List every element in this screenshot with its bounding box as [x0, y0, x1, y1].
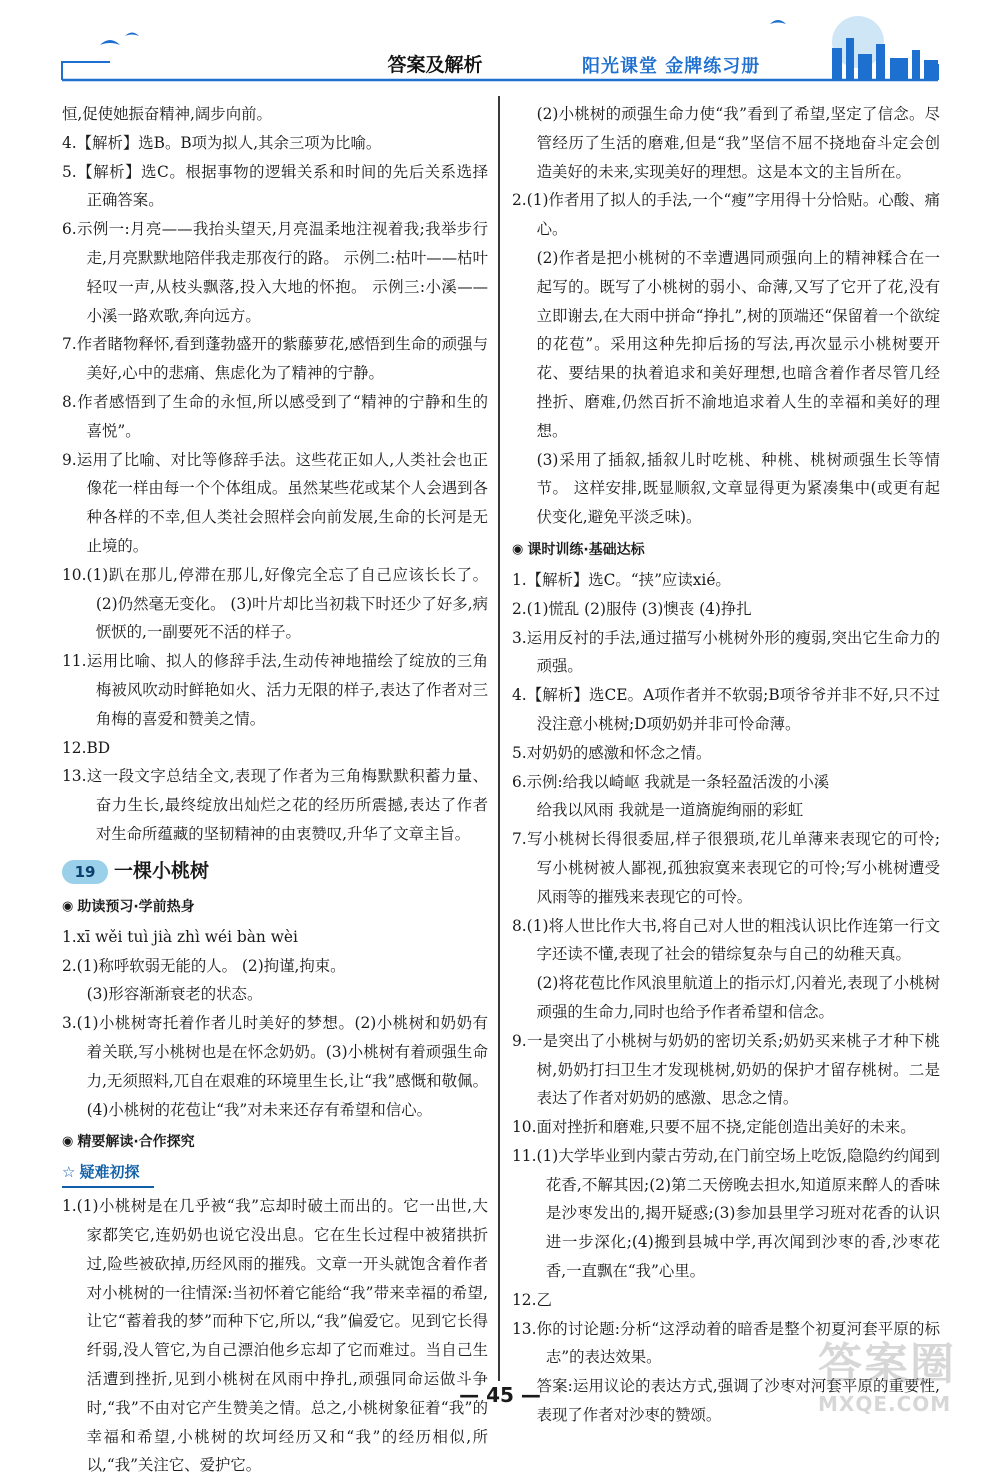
header-decoration [0, 0, 1000, 92]
answer-item: 10.(1)趴在那儿,停滞在那儿,好像完全忘了自己应该长长了。 (2)仍然毫无变化。 (3)叶片却比当初栽下时还少了好多,病恹恹的,一副要死不活的样子。 [62, 565, 488, 642]
book-icon: ◉ [62, 1134, 74, 1150]
header-title: 答案及解析 [387, 54, 483, 76]
answer-item: 7.作者睹物释怀,看到蓬勃盛开的紫藤萝花,感悟到生命的顽强与美好,心中的悲痛、焦虑化为了精神的宁静。 [62, 335, 488, 383]
answer-item: 9.一是突出了小桃树与奶奶的密切关系;奶奶买来桃子才种下桃树,奶奶打扫卫生才发现桃树,奶奶的保护才留存桃树。二是表达了作者对奶奶的感激、思念之情。 [512, 1031, 940, 1108]
bird-icon [100, 33, 139, 46]
city-skyline-icon [832, 38, 938, 80]
right-column [512, 100, 940, 1430]
answer-item: 4.【解析】选B。B项为拟人,其余三项为比喻。 [62, 133, 382, 152]
left-bracket-line [62, 62, 110, 80]
answer-item: 2.(1)慌乱 (2)服侍 (3)懊丧 (4)挣扎 [512, 599, 752, 618]
bird-icon [770, 20, 786, 24]
answer-item: 13.这一段文字总结全文,表现了作者为三角梅默默积蓄力量、奋力生长,最终绽放出灿烂之花的经历所震撼,表达了作者对生命所蕴藏的坚韧精神的由衷赞叹,升华了文章主旨。 [62, 767, 488, 843]
answer-item: (2)作者是把小桃树的不幸遭遇同顽强向上的精神糅合在一起写的。既写了小桃树的弱小、命薄,又写了它开了花,没有立即谢去,在大雨中拼命“挣扎”,树的顶端还“保留着一个欲绽的花苞”。采用这种先抑后扬的写法,再次显示小桃树要开花、要结果的执着追求和美好理想,也暗含着作者尽管几经挫折、磨难,仍然百折不渝地追求着人生的幸福和美好的理想。 [536, 248, 940, 440]
book-icon: ◉ [62, 898, 74, 914]
answer-item: 1.xī wěi tuì jià zhì wéi bàn wèi [62, 927, 298, 946]
answer-item: 给我以风雨 我就是一道旖旎绚丽的彩虹 [536, 801, 804, 820]
answer-item: 11.运用比喻、拟人的修辞手法,生动传神地描绘了绽放的三角梅被风吹动时鲜艳如火、活力无限的样子,表达了作者对三角梅的喜爱和赞美之情。 [62, 652, 488, 728]
section-heading [62, 893, 488, 921]
header-brand: 阳光课堂 金牌练习册 [582, 56, 761, 77]
answer-item: 12.乙 [512, 1290, 552, 1309]
column-divider [498, 96, 500, 1381]
answer-item: 8.作者感悟到了生命的永恒,所以感受到了“精神的宁静和生的喜悦”。 [62, 392, 488, 440]
answer-item: 12.BD [62, 738, 111, 757]
answer-item: 9.运用了比喻、对比等修辞手法。这些花正如人,人类社会也正像花一样由每一个个体组成。虽然某些花或某个人会遇到各种各样的不幸,但人类社会照样会向前发展,生命的长河是无止境的。 [62, 450, 488, 555]
lesson-number-badge: 19 [62, 860, 108, 884]
watermark-text: 答案圈 [818, 1339, 956, 1390]
answer-item: (3)形容渐渐衰老的状态。 [86, 985, 263, 1004]
answer-item: 11.(1)大学毕业到内蒙古劳动,在门前空场上吃饭,隐隐约约闻到花香,不解其因;(2)第二天傍晚去担水,知道原来醉人的香味是沙枣发出的,揭开疑惑;(3)参加县里学习班对花香的认识进一步深化;(4)搬到县城中学,再次闻到沙枣的香,沙枣花香,一直飘在“我”心里。 [512, 1146, 940, 1281]
lesson-heading [62, 857, 488, 887]
answer-item: 2.(1)称呼软弱无能的人。 (2)拘谨,拘束。 [62, 956, 346, 975]
answer-item: 答案:运用议论的表达方式,强调了沙枣对河套平原的重要性,表现了作者对沙枣的赞颂。 [536, 1377, 940, 1425]
book-icon: ◉ [512, 541, 524, 557]
lesson-title: 一棵小桃树 [114, 860, 210, 883]
page-header [0, 0, 1000, 92]
answer-item: 8.(1)将人世比作大书,将自己对人世的粗浅认识比作连第一行文字还读不懂,表现了社会的错综复杂与自己的幼稚天真。 [512, 916, 940, 964]
answer-item: 恒,促使她振奋精神,阔步向前。 [62, 105, 272, 123]
answer-item: 4.【解析】选CE。A项作者并不软弱;B项爷爷并非不好,只不过没注意小桃树;D项奶奶并非可怜命薄。 [512, 686, 940, 733]
answer-item: 13.你的讨论题:分析“这浮动着的暗香是整个初夏河套平原的标志”的表达效果。 [512, 1319, 940, 1367]
section-title: 课时训练·基础达标 [527, 541, 645, 558]
answer-item: 1.【解析】选C。“挟”应读xié。 [512, 570, 731, 589]
answer-item: 6.示例:给我以崎岖 我就是一条轻盈活泼的小溪 [512, 772, 830, 791]
answer-item: 3.运用反衬的手法,通过描写小桃树外形的瘦弱,突出它生命力的顽强。 [512, 628, 940, 676]
answer-item: 5.【解析】选C。根据事物的逻辑关系和时间的先后关系选择正确答案。 [62, 162, 488, 210]
section-heading [512, 536, 940, 564]
answer-item: 1.(1)小桃树是在几乎被“我”忘却时破土而出的。它一出世,大家都笑它,连奶奶也说它没出息。它在生长过程中被猪拱折过,险些被砍掉,历经风雨的摧残。文章一开头就饱含着作者对小桃树的一往情深:当初怀着它能给“我”带来幸福的希望,让它“蓄着我的梦”而种下它,所以,“我”偏爱它。见到它长得纤弱,没人管它,为自己漂泊他乡忘却了它而难过。当自己生活遭到挫折,见到小桃树在风雨中挣扎,顽强同命运做斗争时,“我”不由对它产生赞美之情。总之,小桃树象征着“我”的幸福和希望,小桃树的坎坷经历又和“我”的经历相似,所以,“我”关注它、爱护它。 [62, 1197, 488, 1475]
answer-item: 5.对奶奶的感激和怀念之情。 [512, 743, 712, 762]
answer-item: 6.示例一:月亮——我抬头望天,月亮温柔地注视着我;我举步行走,月亮默默地陪伴我走那夜行的路。 示例二:枯叶——枯叶轻叹一声,从枝头飘落,投入大地的怀抱。 示例三:小溪——小溪一路欢歌,奔向远方。 [62, 220, 488, 325]
answer-item: (3)采用了插叙,插叙儿时吃桃、种桃、桃树顽强生长等情节。 这样安排,既显顺叙,文章显得更为紧凑集中(或更有起伏变化,避免平淡乏味)。 [536, 450, 940, 527]
subsection-title: 疑难初探 [79, 1163, 140, 1182]
section-title: 助读预习·学前热身 [77, 898, 195, 915]
answer-item: 3.(1)小桃树寄托着作者儿时美好的梦想。(2)小桃树和奶奶有着关联,写小桃树也是在怀念奶奶。(3)小桃树有着顽强生命力,无须照料,兀自在艰难的环境里生长,让“我”感慨和敬佩。(4)小桃树的花苞让“我”对未来还存有希望和信心。 [62, 1014, 488, 1119]
section-title: 精要解读·合作探究 [77, 1134, 195, 1151]
star-icon: ☆ [62, 1163, 76, 1182]
subsection-heading [62, 1158, 488, 1186]
watermark-logo [818, 1340, 994, 1428]
answer-item: (2)小桃树的顽强生命力使“我”看到了希望,坚定了信念。尽管经历了生活的磨难,但是“我”坚信不屈不挠地奋斗定会创造美好的未来,实现美好的理想。这是本文的主旨所在。 [536, 105, 940, 181]
page-number: — 45 — [459, 1383, 541, 1407]
answer-item: (2)将花苞比作风浪里航道上的指示灯,闪着光,表现了小桃树顽强的生命力,同时也给予作者希望和信念。 [536, 974, 940, 1021]
answer-item: 7.写小桃树长得很委屈,样子很猥琐,花儿单薄来表现它的可怜;写小桃树被人鄙视,孤独寂寞来表现它的可怜;写小桃树遭受风雨等的摧残来表现它的可怜。 [512, 830, 940, 906]
left-column [62, 100, 488, 1480]
answer-item: 10.面对挫折和磨难,只要不屈不挠,定能创造出美好的未来。 [512, 1118, 916, 1137]
section-heading [62, 1128, 488, 1156]
watermark-url: MXQE.COM [818, 1392, 952, 1416]
subsection-underline [62, 1186, 154, 1188]
answer-item: 2.(1)作者用了拟人的手法,一个“瘦”字用得十分恰贴。心酸、痛心。 [512, 191, 940, 239]
